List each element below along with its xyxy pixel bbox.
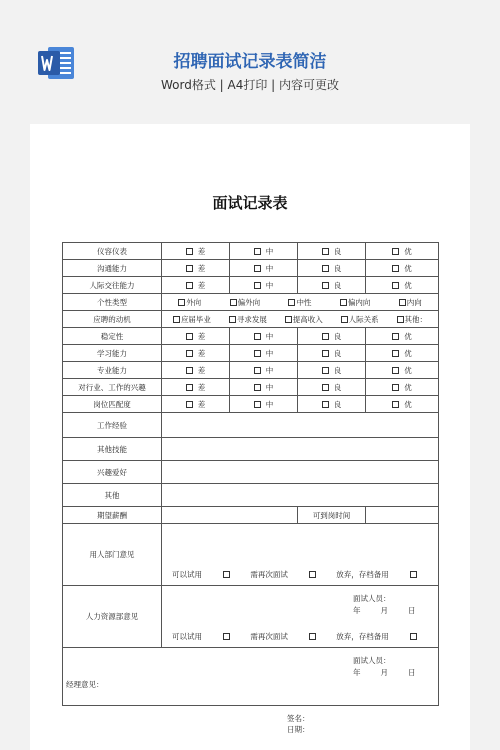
rating-option-fair[interactable]: 中: [230, 277, 298, 294]
row-label: 用人部门意见: [63, 524, 162, 586]
motivation-options: [162, 311, 439, 328]
row-label: 工作经验: [63, 413, 162, 438]
row-label: 人力资源部意见: [63, 586, 162, 648]
rating-option-excellent[interactable]: 优: [366, 379, 439, 396]
rating-option-excellent[interactable]: 优: [366, 328, 439, 345]
arrival-time-label: 可到岗时间: [298, 507, 366, 524]
date-line: 年 月 日: [353, 605, 416, 615]
text-row: [63, 413, 439, 438]
rating-option-excellent[interactable]: 优: [366, 345, 439, 362]
rating-option-good[interactable]: 良: [298, 396, 366, 413]
checkbox[interactable]: [254, 384, 261, 391]
checkbox[interactable]: [254, 333, 261, 340]
checkbox[interactable]: [178, 299, 185, 306]
checkbox[interactable]: [322, 384, 329, 391]
opinion-row: [63, 524, 439, 586]
rating-option-poor[interactable]: 差: [162, 328, 230, 345]
motivation-option[interactable]: 人际关系: [341, 314, 379, 325]
page-title: 招聘面试记录表简洁: [173, 52, 327, 72]
checkbox[interactable]: [285, 316, 292, 323]
rating-option-poor[interactable]: 差: [162, 379, 230, 396]
checkbox[interactable]: [186, 350, 193, 357]
checkbox[interactable]: [322, 350, 329, 357]
rating-option-excellent[interactable]: 优: [366, 362, 439, 379]
checkbox[interactable]: [341, 316, 348, 323]
document-title: 面试记录表: [212, 194, 288, 212]
checkbox[interactable]: [399, 299, 406, 306]
checkbox[interactable]: [392, 350, 399, 357]
rating-option-good[interactable]: 良: [298, 260, 366, 277]
row-label: 人际交往能力: [63, 277, 162, 294]
checkbox[interactable]: [186, 282, 193, 289]
other-skills-field[interactable]: [162, 438, 439, 461]
arrival-time-field[interactable]: [366, 507, 439, 524]
rating-option-good[interactable]: 良: [298, 345, 366, 362]
hobbies-field[interactable]: [162, 461, 439, 484]
personality-option[interactable]: 外向: [178, 297, 201, 308]
choice-trial[interactable]: 可以试用: [172, 632, 230, 641]
checkbox[interactable]: [254, 350, 261, 357]
checkbox[interactable]: [254, 401, 261, 408]
other-field[interactable]: [162, 484, 439, 507]
salary-field[interactable]: [162, 507, 298, 524]
rating-option-excellent[interactable]: 优: [366, 277, 439, 294]
date-label: 日期：: [287, 724, 310, 734]
rating-option-poor[interactable]: 差: [162, 277, 230, 294]
salary-row: [63, 507, 439, 524]
rating-row: [63, 345, 439, 362]
choice-trial[interactable]: 可以试用: [172, 570, 230, 579]
rating-option-poor[interactable]: 差: [162, 345, 230, 362]
row-label: 稳定性: [63, 328, 162, 345]
checkbox[interactable]: [392, 265, 399, 272]
checkbox[interactable]: [309, 571, 316, 578]
motivation-option[interactable]: 其他：: [397, 314, 428, 325]
checkbox[interactable]: [173, 316, 180, 323]
checkbox[interactable]: [322, 282, 329, 289]
rating-row: [63, 328, 439, 345]
text-row: [63, 438, 439, 461]
checkbox[interactable]: [254, 265, 261, 272]
rating-option-fair[interactable]: 中: [230, 396, 298, 413]
rating-option-fair[interactable]: 中: [230, 260, 298, 277]
checkbox[interactable]: [186, 367, 193, 374]
rating-option-poor[interactable]: 差: [162, 396, 230, 413]
text-row: [63, 484, 439, 507]
rating-row: [63, 396, 439, 413]
rating-option-fair[interactable]: 中: [230, 345, 298, 362]
checkbox[interactable]: [254, 248, 261, 255]
checkbox[interactable]: [186, 333, 193, 340]
interview-form-table: [62, 242, 439, 734]
checkbox[interactable]: [410, 633, 417, 640]
choice-archive[interactable]: 放弃，存档备用: [336, 632, 417, 641]
checkbox[interactable]: [392, 333, 399, 340]
checkbox[interactable]: [254, 282, 261, 289]
dept-opinion-cell: [162, 524, 439, 615]
checkbox[interactable]: [322, 333, 329, 340]
checkbox[interactable]: [186, 384, 193, 391]
rating-row: [63, 260, 439, 277]
checkbox[interactable]: [223, 633, 230, 640]
interviewer-label: 面试人员：: [353, 655, 391, 665]
row-label: 沟通能力: [63, 260, 162, 277]
row-label: 仪容仪表: [63, 243, 162, 260]
checkbox[interactable]: [186, 265, 193, 272]
checkbox[interactable]: [254, 367, 261, 374]
checkbox[interactable]: [309, 633, 316, 640]
checkbox[interactable]: [322, 248, 329, 255]
checkbox[interactable]: [230, 299, 237, 306]
rating-row: [63, 277, 439, 294]
motivation-row: [63, 311, 439, 328]
personality-row: [63, 294, 439, 311]
rating-option-good[interactable]: 良: [298, 243, 366, 260]
checkbox[interactable]: [392, 282, 399, 289]
rating-option-good[interactable]: 良: [298, 277, 366, 294]
rating-row: [63, 362, 439, 379]
row-label: 应聘的动机: [63, 311, 162, 328]
rating-option-good[interactable]: 良: [298, 362, 366, 379]
checkbox[interactable]: [322, 367, 329, 374]
personality-option[interactable]: 中性: [288, 297, 311, 308]
checkbox[interactable]: [223, 571, 230, 578]
row-label: 学习能力: [63, 345, 162, 362]
rating-option-fair[interactable]: 中: [230, 243, 298, 260]
row-label: 专业能力: [63, 362, 162, 379]
choice-reinterview[interactable]: 需再次面试: [250, 570, 316, 579]
checkbox[interactable]: [392, 248, 399, 255]
choice-archive[interactable]: 放弃，存档备用: [336, 570, 417, 579]
row-label: 对行业、工作的兴趣: [63, 379, 162, 396]
personality-option[interactable]: 偏外向: [230, 297, 261, 308]
rating-row: [63, 243, 439, 260]
motivation-option[interactable]: 提高收入: [285, 314, 323, 325]
choice-reinterview[interactable]: 需再次面试: [250, 632, 316, 641]
checkbox[interactable]: [392, 367, 399, 374]
rating-option-fair[interactable]: 中: [230, 362, 298, 379]
rating-option-fair[interactable]: 中: [230, 379, 298, 396]
motivation-option[interactable]: 应届毕业: [173, 314, 211, 325]
hr-opinion-cell: [162, 586, 439, 677]
rating-option-good[interactable]: 良: [298, 328, 366, 345]
text-row: [63, 461, 439, 484]
rating-option-excellent[interactable]: 优: [366, 396, 439, 413]
personality-options: [162, 294, 439, 311]
row-label: 个性类型: [63, 294, 162, 311]
work-experience-field[interactable]: [162, 413, 439, 438]
manager-opinion-label: 经理意见：: [66, 679, 104, 689]
checkbox[interactable]: [397, 316, 404, 323]
rating-row: [63, 379, 439, 396]
rating-option-good[interactable]: 良: [298, 379, 366, 396]
header-banner: [0, 0, 500, 120]
personality-option[interactable]: 内向: [399, 297, 422, 308]
interviewer-label: 面试人员：: [353, 593, 391, 603]
rating-option-poor[interactable]: 差: [162, 362, 230, 379]
checkbox[interactable]: [288, 299, 295, 306]
row-label: 岗位匹配度: [63, 396, 162, 413]
row-label: 其他: [63, 484, 162, 507]
rating-option-poor[interactable]: 差: [162, 260, 230, 277]
checkbox[interactable]: [392, 384, 399, 391]
date-line: 年 月 日: [353, 667, 416, 677]
checkbox[interactable]: [410, 571, 417, 578]
checkbox[interactable]: [322, 265, 329, 272]
page-subtitle: Word格式 | A4打印 | 内容可更改: [160, 78, 340, 92]
row-label: 其他技能: [63, 438, 162, 461]
checkbox[interactable]: [392, 401, 399, 408]
rating-option-poor[interactable]: 差: [162, 243, 230, 260]
rating-option-excellent[interactable]: 优: [366, 243, 439, 260]
signature-label: 签名：: [287, 713, 310, 723]
motivation-option[interactable]: 寻求发展: [229, 314, 267, 325]
rating-option-excellent[interactable]: 优: [366, 260, 439, 277]
rating-option-fair[interactable]: 中: [230, 328, 298, 345]
checkbox[interactable]: [322, 401, 329, 408]
personality-option[interactable]: 偏内向: [340, 297, 371, 308]
checkbox[interactable]: [229, 316, 236, 323]
checkbox[interactable]: [340, 299, 347, 306]
row-label: 兴趣爱好: [63, 461, 162, 484]
checkbox[interactable]: [186, 248, 193, 255]
checkbox[interactable]: [186, 401, 193, 408]
row-label: 期望薪酬: [63, 507, 162, 524]
